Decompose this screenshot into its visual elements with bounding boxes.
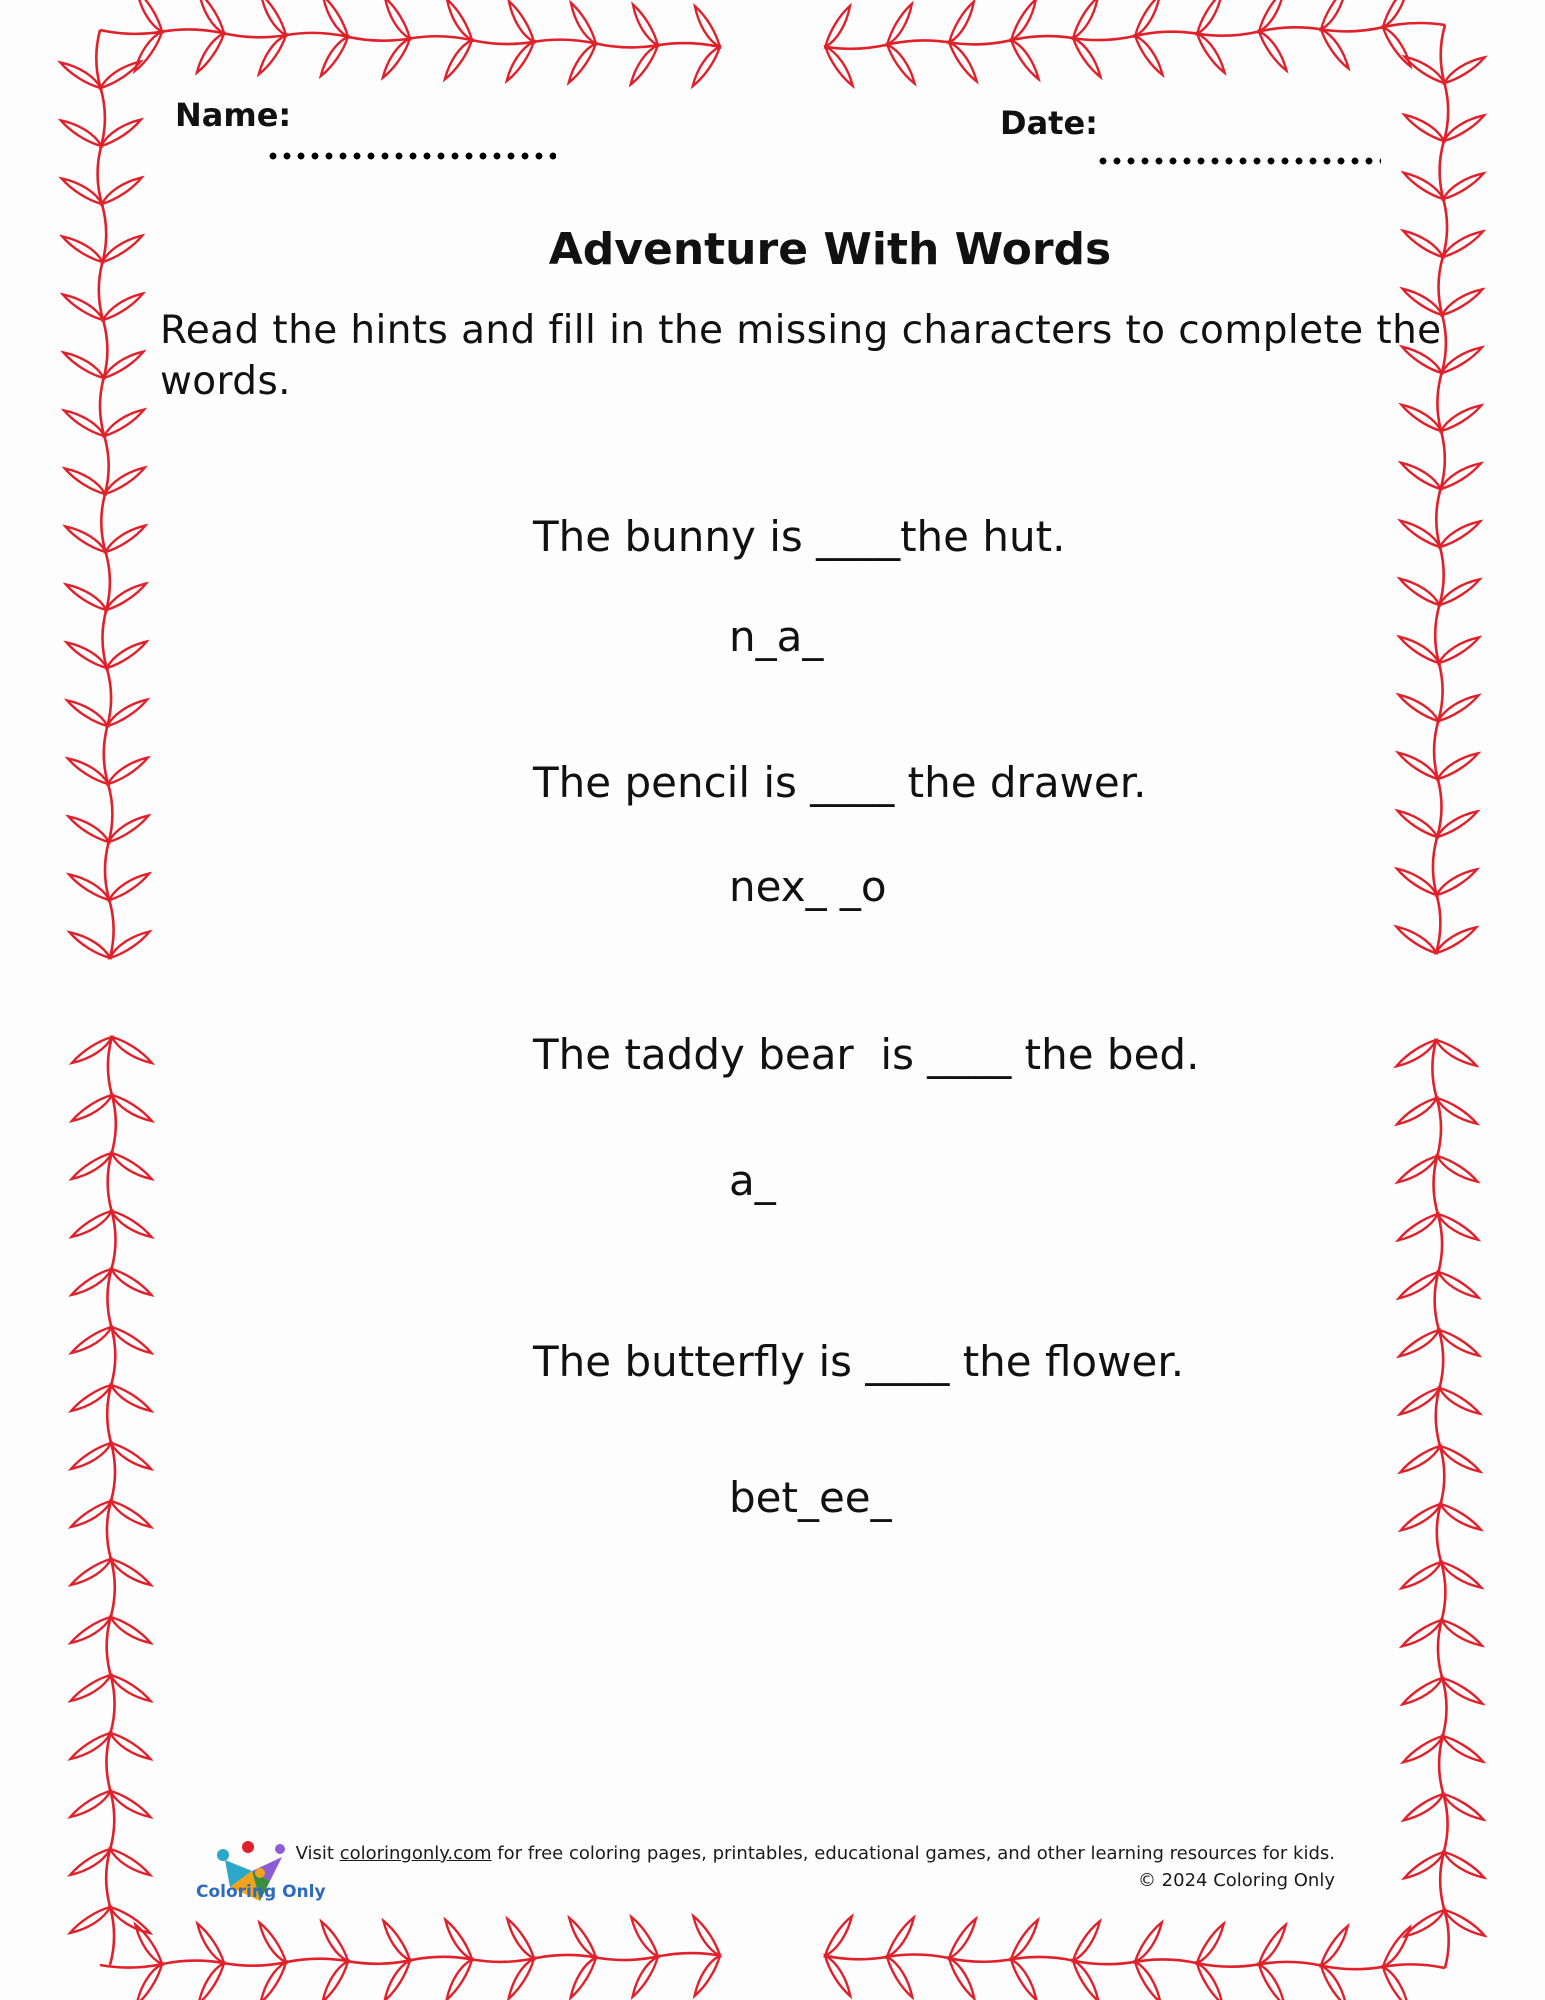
question-sentence: The bunny is ____the hut. <box>533 512 1066 561</box>
worksheet-title: Adventure With Words <box>548 224 1112 275</box>
question-hint: nex_ _o <box>729 862 887 911</box>
question-hint: a_ <box>729 1156 776 1205</box>
instructions-line: Read the hints and fill in the missing characters to complete the <box>160 308 1442 353</box>
vine-leaf <box>1320 0 1349 69</box>
vine-leaf <box>948 2 977 83</box>
name-label: Name: <box>175 96 292 134</box>
question-sentence: The butterfly is ____ the flower. <box>533 1337 1185 1386</box>
vine-leaf <box>197 0 225 73</box>
instructions-line: words. <box>160 359 291 404</box>
question-hint: bet_ee_ <box>729 1473 892 1522</box>
footer-text <box>296 1840 1335 1894</box>
vine-leaf <box>1258 0 1287 71</box>
vine-leaf <box>1134 0 1163 76</box>
vine-leaf <box>824 6 853 87</box>
date-field[interactable] <box>1096 157 1381 165</box>
date-label: Date: <box>1000 104 1098 142</box>
footer-link[interactable]: coloringonly.com <box>339 1843 492 1864</box>
logo-text: Coloring Only <box>196 1882 326 1902</box>
name-field[interactable] <box>266 152 556 160</box>
question-hint: n_a_ <box>729 612 824 661</box>
footer-visit-line <box>296 1840 1335 1867</box>
footer-copyright: © 2024 Coloring Only <box>1137 1870 1335 1891</box>
question-sentence: The taddy bear is ____ the bed. <box>533 1030 1200 1079</box>
footer-visit-suffix: for free coloring pages, printables, educational games, and other learning resources for kids. <box>491 1843 1335 1864</box>
vine-leaf <box>321 0 349 77</box>
vine-leaf <box>259 1922 286 2000</box>
vine-leaf <box>886 4 915 85</box>
question-sentence: The pencil is ____ the drawer. <box>533 758 1147 807</box>
footer-visit-prefix: Visit <box>295 1843 340 1864</box>
instructions <box>160 305 1442 407</box>
vine-leaf <box>135 1924 162 2000</box>
vine-leaf <box>1196 1923 1224 2000</box>
vine-leaf <box>1320 1926 1348 2000</box>
